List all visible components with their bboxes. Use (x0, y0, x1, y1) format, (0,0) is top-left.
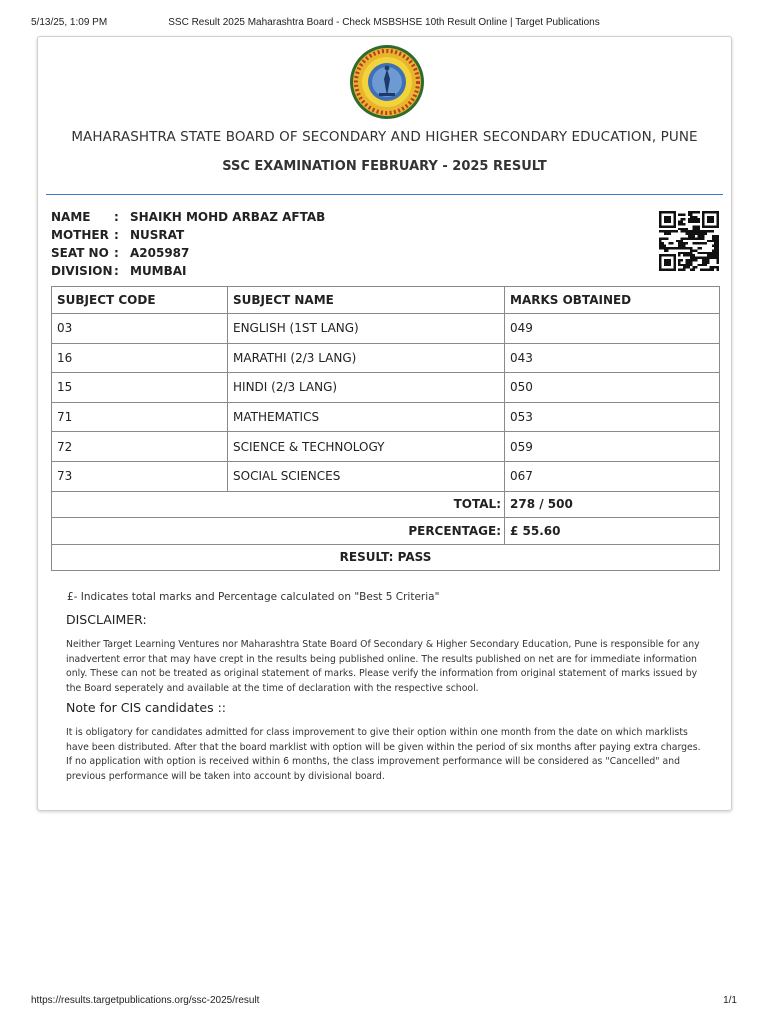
header-subject-name: SUBJECT NAME (228, 287, 505, 314)
result-row (52, 544, 720, 571)
board-title: MAHARASHTRA STATE BOARD OF SECONDARY AND HIGHER SECONDARY EDUCATION, PUNE (71, 129, 698, 145)
subject-name: MARATHI (2/3 LANG) (228, 343, 505, 373)
subject-code: 03 (52, 314, 228, 344)
header-marks-obtained: MARKS OBTAINED (505, 287, 720, 314)
print-header (31, 17, 737, 29)
subject-code: 15 (52, 373, 228, 403)
disclaimer-heading: DISCLAIMER: (66, 612, 147, 627)
table-row (52, 432, 720, 462)
mother-name: NUSRAT (130, 228, 185, 242)
result-card (37, 36, 732, 811)
mother-label: MOTHER (51, 228, 109, 242)
seat-row (51, 246, 351, 264)
subject-name: MATHEMATICS (228, 402, 505, 432)
result-status: RESULT: PASS (52, 544, 720, 571)
cis-note-text: It is obligatory for candidates admitted for class improvement to give their option within one month from the date on which marklists have been distributed. After that the board marklist with option will be given within the period of six months after paying extra charges. If no application with option is received within 6 months, the class improvement performance will be considered as "Cancelled" and previous performance will be taken into account by divisional board. (66, 727, 701, 782)
subject-code: 72 (52, 432, 228, 462)
total-row (52, 491, 720, 518)
best-five-footnote: £- Indicates total marks and Percentage calculated on "Best 5 Criteria" (67, 591, 440, 603)
subject-name: SCIENCE & TECHNOLOGY (228, 432, 505, 462)
print-datetime: 5/13/25, 1:09 PM (31, 17, 108, 28)
marks-obtained: 067 (505, 461, 720, 491)
table-row (52, 373, 720, 403)
mother-separator: : (114, 228, 119, 242)
subject-code: 71 (52, 402, 228, 432)
subject-name: ENGLISH (1ST LANG) (228, 314, 505, 344)
candidate-info (51, 210, 351, 282)
board-seal-logo (349, 44, 425, 120)
marks-obtained: 043 (505, 343, 720, 373)
cis-note-heading: Note for CIS candidates :: (66, 700, 227, 715)
header-divider (46, 194, 723, 195)
disclaimer-text: Neither Target Learning Ventures nor Maharashtra State Board Of Secondary & Higher Secondary Education, Pune is responsible for any inadvertent error that may have crept in the results being published online. The results published on net are for immediate information only. These can not be treated as original statement of marks. Please verify the information from original statement of marks issued by the Board seperately and available at the time of declaration with the respective school. (66, 639, 700, 694)
marks-obtained: 059 (505, 432, 720, 462)
division-name: MUMBAI (130, 264, 187, 278)
percentage-value: £ 55.60 (505, 518, 720, 545)
subject-name: HINDI (2/3 LANG) (228, 373, 505, 403)
subject-name: SOCIAL SCIENCES (228, 461, 505, 491)
division-separator: : (114, 264, 119, 278)
total-label: TOTAL: (52, 491, 505, 518)
table-row (52, 314, 720, 344)
marks-obtained: 053 (505, 402, 720, 432)
mother-row (51, 228, 351, 246)
percentage-label: PERCENTAGE: (52, 518, 505, 545)
subject-code: 73 (52, 461, 228, 491)
seat-separator: : (114, 246, 119, 260)
table-header-row (52, 287, 720, 314)
table-row (52, 402, 720, 432)
table-row (52, 343, 720, 373)
subject-code: 16 (52, 343, 228, 373)
seat-label: SEAT NO (51, 246, 109, 260)
division-label: DIVISION (51, 264, 113, 278)
marks-obtained: 049 (505, 314, 720, 344)
print-page-title: SSC Result 2025 Maharashtra Board - Check MSBSHSE 10th Result Online | Target Publications (168, 17, 600, 28)
qr-code-icon (657, 211, 721, 271)
division-row (51, 264, 351, 282)
name-label: NAME (51, 210, 91, 224)
marks-table (51, 286, 720, 571)
seat-number: A205987 (130, 246, 190, 260)
total-value: 278 / 500 (505, 491, 720, 518)
print-footer (31, 995, 737, 1007)
name-separator: : (114, 210, 119, 224)
print-url: https://results.targetpublications.org/ssc-2025/result (31, 995, 260, 1006)
exam-title: SSC EXAMINATION FEBRUARY - 2025 RESULT (222, 159, 547, 174)
percentage-row (52, 518, 720, 545)
print-page-number: 1/1 (723, 995, 737, 1006)
table-row (52, 461, 720, 491)
header-subject-code: SUBJECT CODE (52, 287, 228, 314)
name-row (51, 210, 351, 228)
candidate-name: SHAIKH MOHD ARBAZ AFTAB (130, 210, 326, 224)
marks-obtained: 050 (505, 373, 720, 403)
